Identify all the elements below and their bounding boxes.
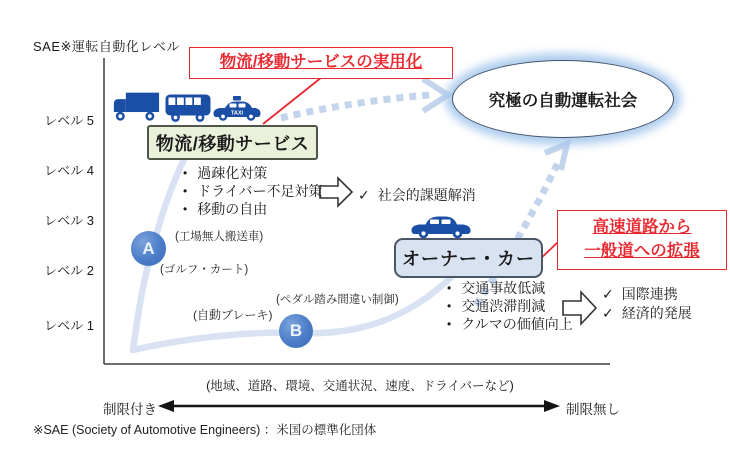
callout-connector-logistics: [263, 77, 322, 124]
bus-icon: [165, 94, 211, 122]
check-icon: ✓: [602, 285, 614, 302]
svg-text:TAXI: TAXI: [230, 110, 244, 117]
axis-level-5-label: レベル 5: [44, 113, 94, 128]
owner-car-box: [394, 238, 543, 278]
condition-scope-label: (地域、道路、環境、交通状況、速度、ドライバーなど): [206, 379, 514, 393]
check-icon: ✓: [602, 304, 614, 321]
check-icon: ✓: [358, 186, 370, 203]
car-icon: [410, 212, 472, 240]
goal-label: 究極の自動運転社会: [488, 92, 638, 110]
milestone-b-note-left: (自動ブレーキ): [193, 308, 273, 322]
restricted-label: 制限付き: [103, 402, 157, 417]
owner-car-box-label: オーナー・カー: [402, 249, 535, 269]
logistics-box-label: 物流/移動サービス: [155, 133, 310, 154]
bullet-dot: •: [183, 166, 188, 180]
logistics-bullet-list: [183, 164, 323, 218]
truck-icon: [112, 91, 160, 122]
footnote: ※SAE (Society of Automotive Engineers) ：米国の標準化団体: [33, 423, 377, 437]
unrestricted-label: 制限無し: [566, 402, 620, 417]
callout-highway-line1: 高速道路から: [592, 218, 692, 237]
outcome-economic-label: 経済的発展: [621, 305, 692, 321]
milestone-a-label: A: [142, 238, 155, 258]
milestone-b-circle: [279, 314, 313, 348]
callout-logistics-box: [189, 47, 453, 79]
outcome-social-label: 社会的課題解消: [377, 187, 476, 203]
bullet-dot: •: [447, 299, 452, 313]
axis-level-1-label: レベル 1: [44, 318, 94, 333]
chart-title: SAE※運転自動化レベル: [33, 39, 180, 54]
bullet-item: • 交通渋滞削減: [447, 298, 546, 314]
axis-level-3-label: レベル 3: [44, 213, 94, 228]
bullet-item: • 過疎化対策: [183, 165, 268, 181]
block-arrow-social-icon: [320, 178, 352, 206]
axis-level-2-label: レベル 2: [44, 263, 94, 278]
outcome-item-economic: [602, 303, 692, 323]
bullet-dot: •: [183, 202, 188, 216]
bullet-item: • 交通事故低減: [447, 280, 546, 296]
outcome-international-label: 国際連携: [621, 286, 678, 302]
bullet-item: • 移動の自由: [183, 201, 268, 217]
scope-double-arrow-icon: [158, 400, 560, 412]
milestone-b-label: B: [289, 321, 303, 340]
bullet-dot: •: [447, 317, 452, 331]
milestone-b-note-upper: (ペダル踏み間違い制御): [276, 294, 399, 306]
dashed-arrow-logistics-to-goal-icon: [281, 79, 448, 118]
bullet-item: • クルマの価値向上: [447, 316, 573, 332]
milestone-a-note-lower: (ゴルフ・カート): [160, 264, 249, 276]
owner-car-bullet-list: [447, 279, 573, 333]
outcome-item-international: [602, 284, 678, 304]
callout-highway-box: [557, 210, 727, 270]
bullet-dot: •: [183, 184, 188, 198]
milestone-a-note-upper: (工場無人搬送車): [175, 231, 264, 243]
taxi-icon: [212, 96, 262, 122]
logistics-service-box: [147, 125, 318, 160]
outcome-item-social: [358, 185, 476, 205]
callout-logistics-label: 物流/移動サービスの実用化: [219, 53, 423, 72]
bullet-dot: •: [447, 281, 452, 295]
bullet-item: • ドライバー不足対策: [183, 183, 323, 199]
goal-ellipse: [452, 60, 674, 138]
axis-level-4-label: レベル 4: [44, 163, 94, 178]
callout-highway-line2: 一般道への拡張: [584, 242, 700, 260]
